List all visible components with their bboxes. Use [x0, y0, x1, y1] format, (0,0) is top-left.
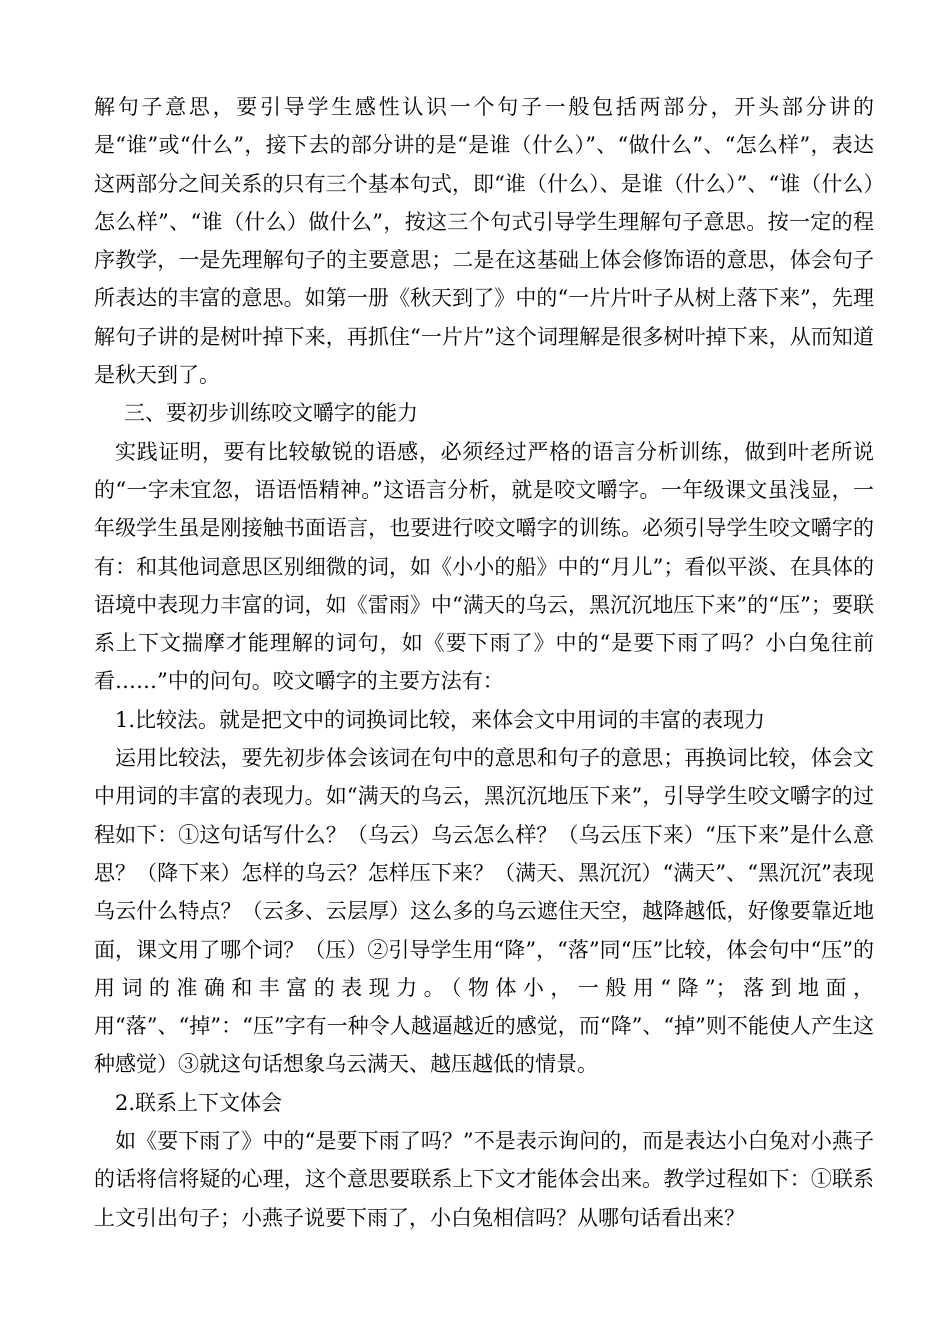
paragraph-context-example: 如《要下雨了》中的“是要下雨了吗？”不是表示询问的，而是表达小白兔对小燕子的话将信将疑的心理，这个意思要联系上下文才能体会出来。教学过程如下：①联系上文引出句子；小燕子说要下雨了，小白兔相信吗？从哪句话看出来？	[94, 1129, 874, 1230]
section-heading-three: 三、要初步训练咬文嚼字的能力	[124, 401, 418, 426]
paragraph-sentence-understanding: 解句子意思，要引导学生感性认识一个句子一般包括两部分，开头部分讲的是“谁”或“什么”，接下去的部分讲的是“是谁（什么）”、“做什么”、“怎么样”，表达这两部分之间关系的只有三个基本句式，即“谁（什么）、是谁（什么）”、“谁（什么）怎么样”、“谁（什么）做什么”，按这三个句式引导学生理解句子意思。按一定的程序教学，一是先理解句子的主要意思；二是在这基础上体会修饰语的意思，体会句子所表达的丰富的意思。如第一册《秋天到了》中的“一片片叶子从树上落下来”，先理解句子讲的是树叶掉下来，再抓住“一片片”这个词理解是很多树叶掉下来，从而知道是秋天到了。	[94, 95, 874, 388]
paragraph-comparison-usage: 运用比较法，要先初步体会该词在句中的意思和句子的意思；再换词比较，体会文中用词的丰富的表现力。如“满天的乌云，黑沉沉地压下来”，引导学生咬文嚼字的过程如下：①这句话写什么？（乌云）乌云怎么样？（乌云压下来）“压下来”是什么意思？（降下来）怎样的乌云？怎样压下来？（满天、黑沉沉）“满天”、“黑沉沉”表现乌云什么特点？（云多、云层厚）这么多的乌云遮住天空，越降越低，好像要靠近地面，课文用了哪个词？（压）②引导学生用“降”，“落”同“压”比较，体会句中“压”的用词的准确和丰富的表现力。（物体小，一般用“降”；落到地面，用“落”、“掉”：“压”字有一种令人越逼越近的感觉，而“降”、“掉”则不能使人产生这种感觉）③就这句话想象乌云满天、越压越低的情景。	[94, 746, 874, 1077]
document-page	[94, 88, 874, 1237]
subheading-context-method: 2.联系上下文体会	[115, 1090, 283, 1115]
subheading-comparison-method: 1.比较法。就是把文中的词换词比较，来体会文中用词的丰富的表现力	[115, 707, 766, 732]
paragraph-practice-proof: 实践证明，要有比较敏锐的语感，必须经过严格的语言分析训练，做到叶老所说的“一字未宜忽，语语悟精神。”这语言分析，就是咬文嚼字。一年级课文虽浅显，一年级学生虽是刚接触书面语言，也要进行咬文嚼字的训练。必须引导学生咬文嚼字的有：和其他词意思区别细微的词，如《小小的船》中的“月儿”；看似平淡、在具体的语境中表现力丰富的词，如《雷雨》中“满天的乌云，黑沉沉地压下来”的“压”；要联系上下文揣摩才能理解的词句，如《要下雨了》中的“是要下雨了吗？小白兔往前看……”中的问句。咬文嚼字的主要方法有：	[94, 439, 874, 694]
